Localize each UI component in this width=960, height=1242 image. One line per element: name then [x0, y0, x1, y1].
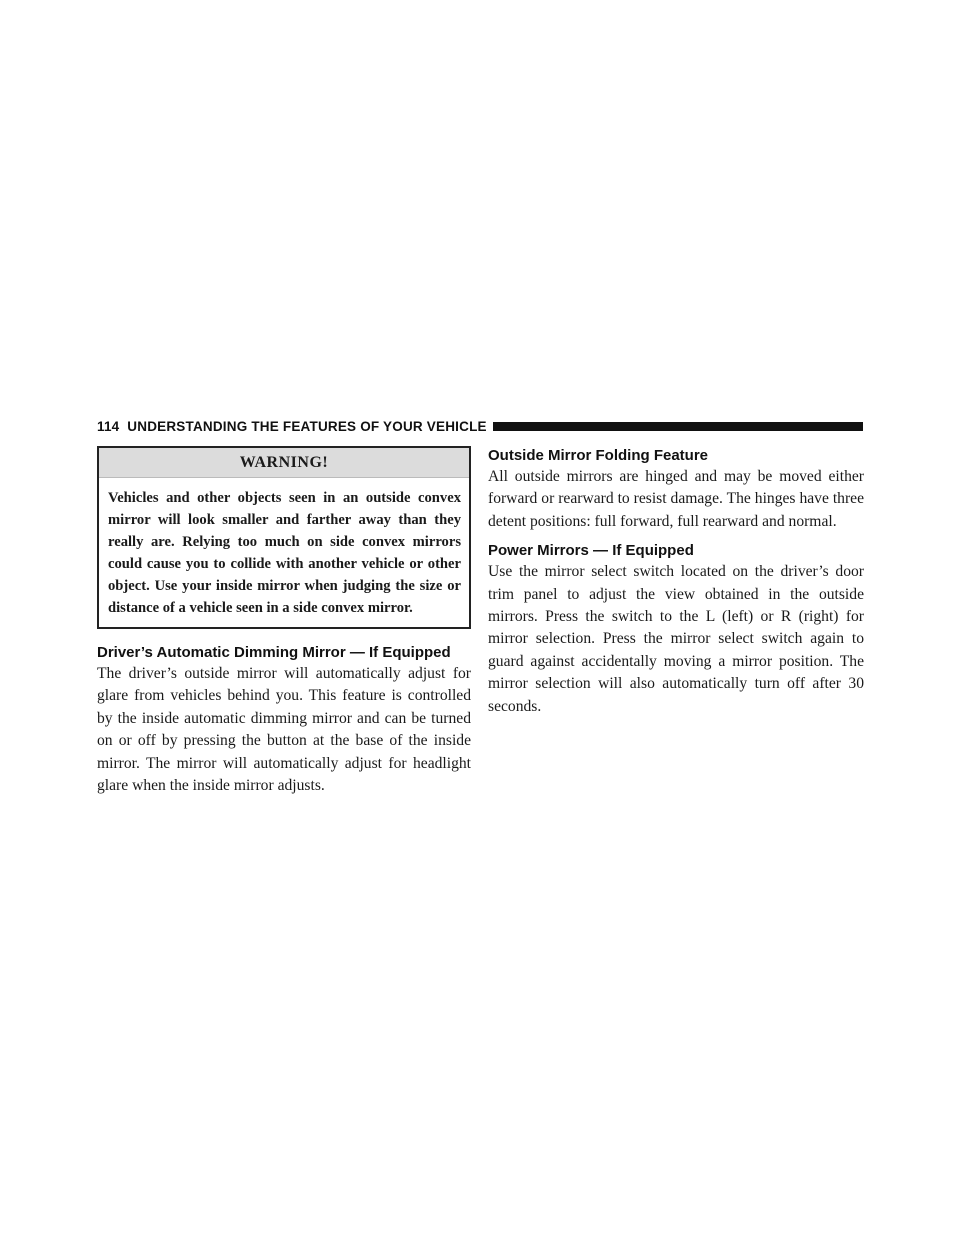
dimming-mirror-body: The driver’s outside mirror will automatically adjust for glare from vehicles behind you. This feature is controlled by the inside automatic dimming mirror and can be turned on or off by pressing the button at the base of the inside mirror. The mirror will automatically adjust for headlight glare when the inside mirror adjusts. [97, 665, 471, 795]
right-column [488, 446, 864, 718]
page-number: 114 [97, 418, 120, 434]
page-header [97, 416, 863, 436]
dimming-mirror-section [97, 643, 471, 797]
folding-heading: Outside Mirror Folding Feature [488, 447, 709, 464]
power-mirrors-section [488, 541, 864, 718]
warning-title: WARNING! [99, 448, 469, 478]
folding-body: All outside mirrors are hinged and may be moved either forward or rearward to resist damage. The hinges have three detent positions: full forward, full rearward and normal. [488, 468, 864, 530]
section-title: UNDERSTANDING THE FEATURES OF YOUR VEHICLE [127, 418, 487, 434]
warning-text: Vehicles and other objects seen in an outside convex mirror will look smaller and farther away than they really are. Relying too much on side convex mirrors could cause you to collide with another vehicle or other object. Use your inside mirror when judging the size or distance of a vehicle seen in a side convex mirror. [108, 490, 461, 616]
header-rule [493, 422, 863, 431]
dimming-mirror-heading: Driver’s Automatic Dimming Mirror — If Equipped [97, 644, 451, 661]
folding-section [488, 446, 864, 533]
header-text [97, 419, 487, 434]
power-mirrors-body: Use the mirror select switch located on the driver’s door trim panel to adjust the view obtained in the outside mirrors. Press the switch to the L (left) or R (right) for mirror selection. Press the mirror select switch again to guard against accidentally moving a mirror position. The mirror selection will also automatically turn off after 30 seconds. [488, 563, 864, 715]
warning-box [97, 446, 471, 629]
left-column [97, 446, 471, 797]
power-mirrors-heading: Power Mirrors — If Equipped [488, 542, 694, 560]
